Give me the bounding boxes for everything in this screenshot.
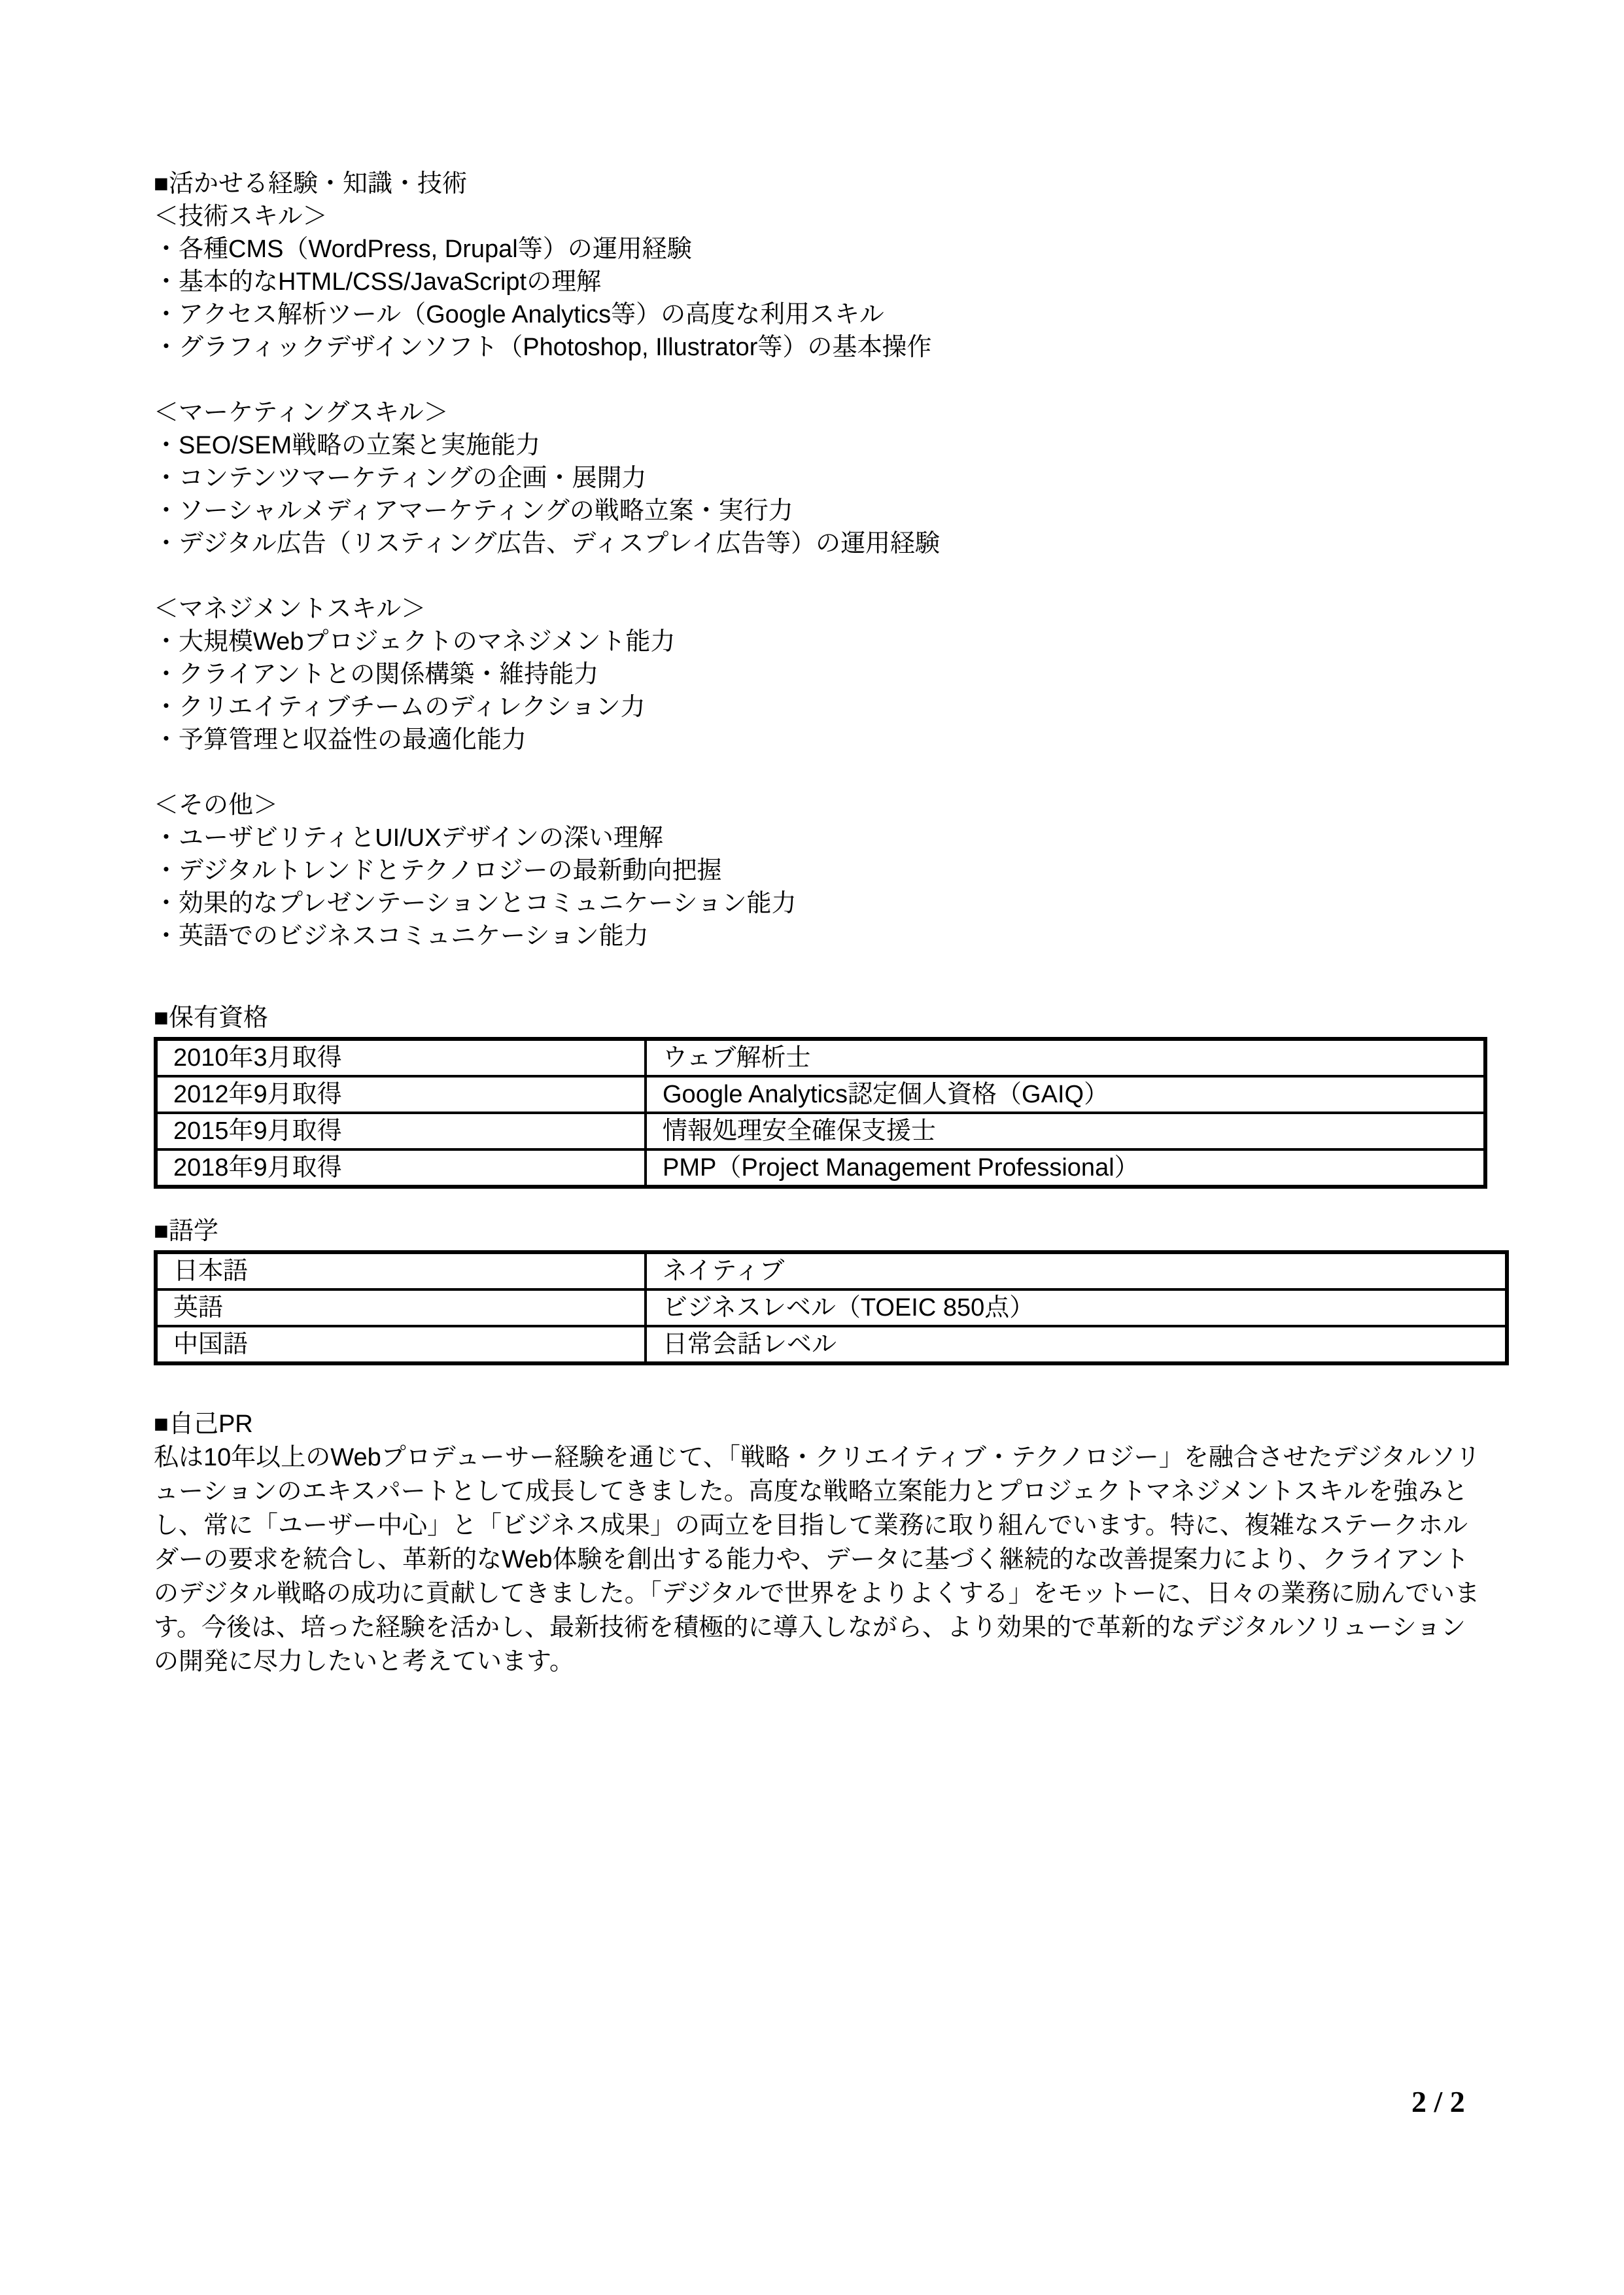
languages-section xyxy=(154,1215,1488,1365)
skill-item: ・大規模Webプロジェクトのマネジメント能力 xyxy=(154,628,676,656)
skill-group-title: ＜マネジメントスキル＞ xyxy=(154,595,426,623)
certifications-table xyxy=(154,1037,1487,1189)
skill-item: ・効果的なプレゼンテーションとコミュニケーション能力 xyxy=(154,890,797,917)
languages-heading: ■語学 xyxy=(154,1218,218,1245)
page-content xyxy=(154,167,1488,1679)
skill-item: ・ユーザビリティとUI/UXデザインの深い理解 xyxy=(154,824,663,852)
skills-section xyxy=(154,167,1488,953)
skill-item: ・デジタルトレンドとテクノロジーの最新動向把握 xyxy=(154,857,722,885)
language-row xyxy=(156,1252,1507,1289)
language-name-cell: 中国語 xyxy=(156,1326,646,1363)
page-number: 2 / 2 xyxy=(1411,2085,1465,2118)
certifications-heading: ■保有資格 xyxy=(154,1004,268,1032)
languages-table xyxy=(154,1250,1509,1365)
skill-item: ・デジタル広告（リスティング広告、ディスプレイ広告等）の運用経験 xyxy=(154,530,940,557)
certification-date-cell: 2015年9月取得 xyxy=(156,1113,646,1149)
skill-group-title: ＜マーケティングスキル＞ xyxy=(154,399,449,427)
certification-name-cell: ウェブ解析士 xyxy=(646,1039,1485,1076)
certification-date-cell: 2018年9月取得 xyxy=(156,1149,646,1187)
skill-item: ・アクセス解析ツール（Google Analytics等）の高度な利用スキル xyxy=(154,301,884,328)
certification-row xyxy=(156,1113,1485,1149)
skill-item: ・基本的なHTML/CSS/JavaScriptの理解 xyxy=(154,268,602,296)
language-name-cell: 英語 xyxy=(156,1289,646,1326)
language-row xyxy=(156,1326,1507,1363)
language-row xyxy=(156,1289,1507,1326)
certification-row xyxy=(156,1039,1485,1076)
skill-item: ・SEO/SEM戦略の立案と実施能力 xyxy=(154,432,541,459)
language-name-cell: 日本語 xyxy=(156,1252,646,1289)
skill-item: ・クライアントとの関係構築・維持能力 xyxy=(154,661,599,688)
skill-item: ・ソーシャルメディアマーケティングの戦略立案・実行力 xyxy=(154,497,793,525)
certification-name-cell: Google Analytics認定個人資格（GAIQ） xyxy=(646,1076,1485,1113)
skill-item: ・英語でのビジネスコミュニケーション能力 xyxy=(154,922,649,950)
skill-item: ・各種CMS（WordPress, Drupal等）の運用経験 xyxy=(154,236,692,263)
certification-name-cell: PMP（Project Management Professional） xyxy=(646,1149,1485,1187)
certification-row xyxy=(156,1076,1485,1113)
skills-heading: ■活かせる経験・知識・技術 xyxy=(154,170,467,198)
skill-group-technical xyxy=(154,200,1488,364)
self-pr-body: 私は10年以上のWebプロデューサー経験を通じて、「戦略・クリエイティブ・テクノロジー」を融合させたデジタルソリューションのエキスパートとして成長してきました。高度な戦略立案能力とプロジェクトマネジメントスキルを強みとし、常に「ユーザー中心」と「ビジネス成果」の両立を目指して業務に取り組んでいます。特に、複雑なステークホルダーの要求を統合し、革新的なWeb体験を創出する能力や、データに基づく継続的な改善提案力により、クライアントのデジタル戦略の成功に貢献してきました。「デジタルで世界をよりよくする」をモットーに、日々の業務に励んでいます。今後は、培った経験を活かし、最新技術を積極的に導入しながら、より効果的で革新的なデジタルソリューションの開発に尽力したいと考えています。 xyxy=(154,1444,1481,1675)
skill-group-other xyxy=(154,789,1488,953)
certification-date-cell: 2012年9月取得 xyxy=(156,1076,646,1113)
language-level-cell: ネイティブ xyxy=(646,1252,1507,1289)
skill-group-title: ＜その他＞ xyxy=(154,792,279,819)
self-pr-section xyxy=(154,1408,1488,1679)
skill-group-title: ＜技術スキル＞ xyxy=(154,203,328,230)
skill-item: ・予算管理と収益性の最適化能力 xyxy=(154,726,527,754)
self-pr-heading: ■自己PR xyxy=(154,1410,253,1438)
skill-group-marketing xyxy=(154,396,1488,560)
language-level-cell: ビジネスレベル（TOEIC 850点） xyxy=(646,1289,1507,1326)
language-level-cell: 日常会話レベル xyxy=(646,1326,1507,1363)
certification-name-cell: 情報処理安全確保支援士 xyxy=(646,1113,1485,1149)
skill-group-management xyxy=(154,593,1488,756)
certification-row xyxy=(156,1149,1485,1187)
certifications-section xyxy=(154,1002,1488,1189)
certification-date-cell: 2010年3月取得 xyxy=(156,1039,646,1076)
skill-item: ・グラフィックデザインソフト（Photoshop, Illustrator等）の基本操作 xyxy=(154,334,932,361)
skill-item: ・コンテンツマーケティングの企画・展開力 xyxy=(154,464,647,492)
skill-item: ・クリエイティブチームのディレクション力 xyxy=(154,693,646,721)
